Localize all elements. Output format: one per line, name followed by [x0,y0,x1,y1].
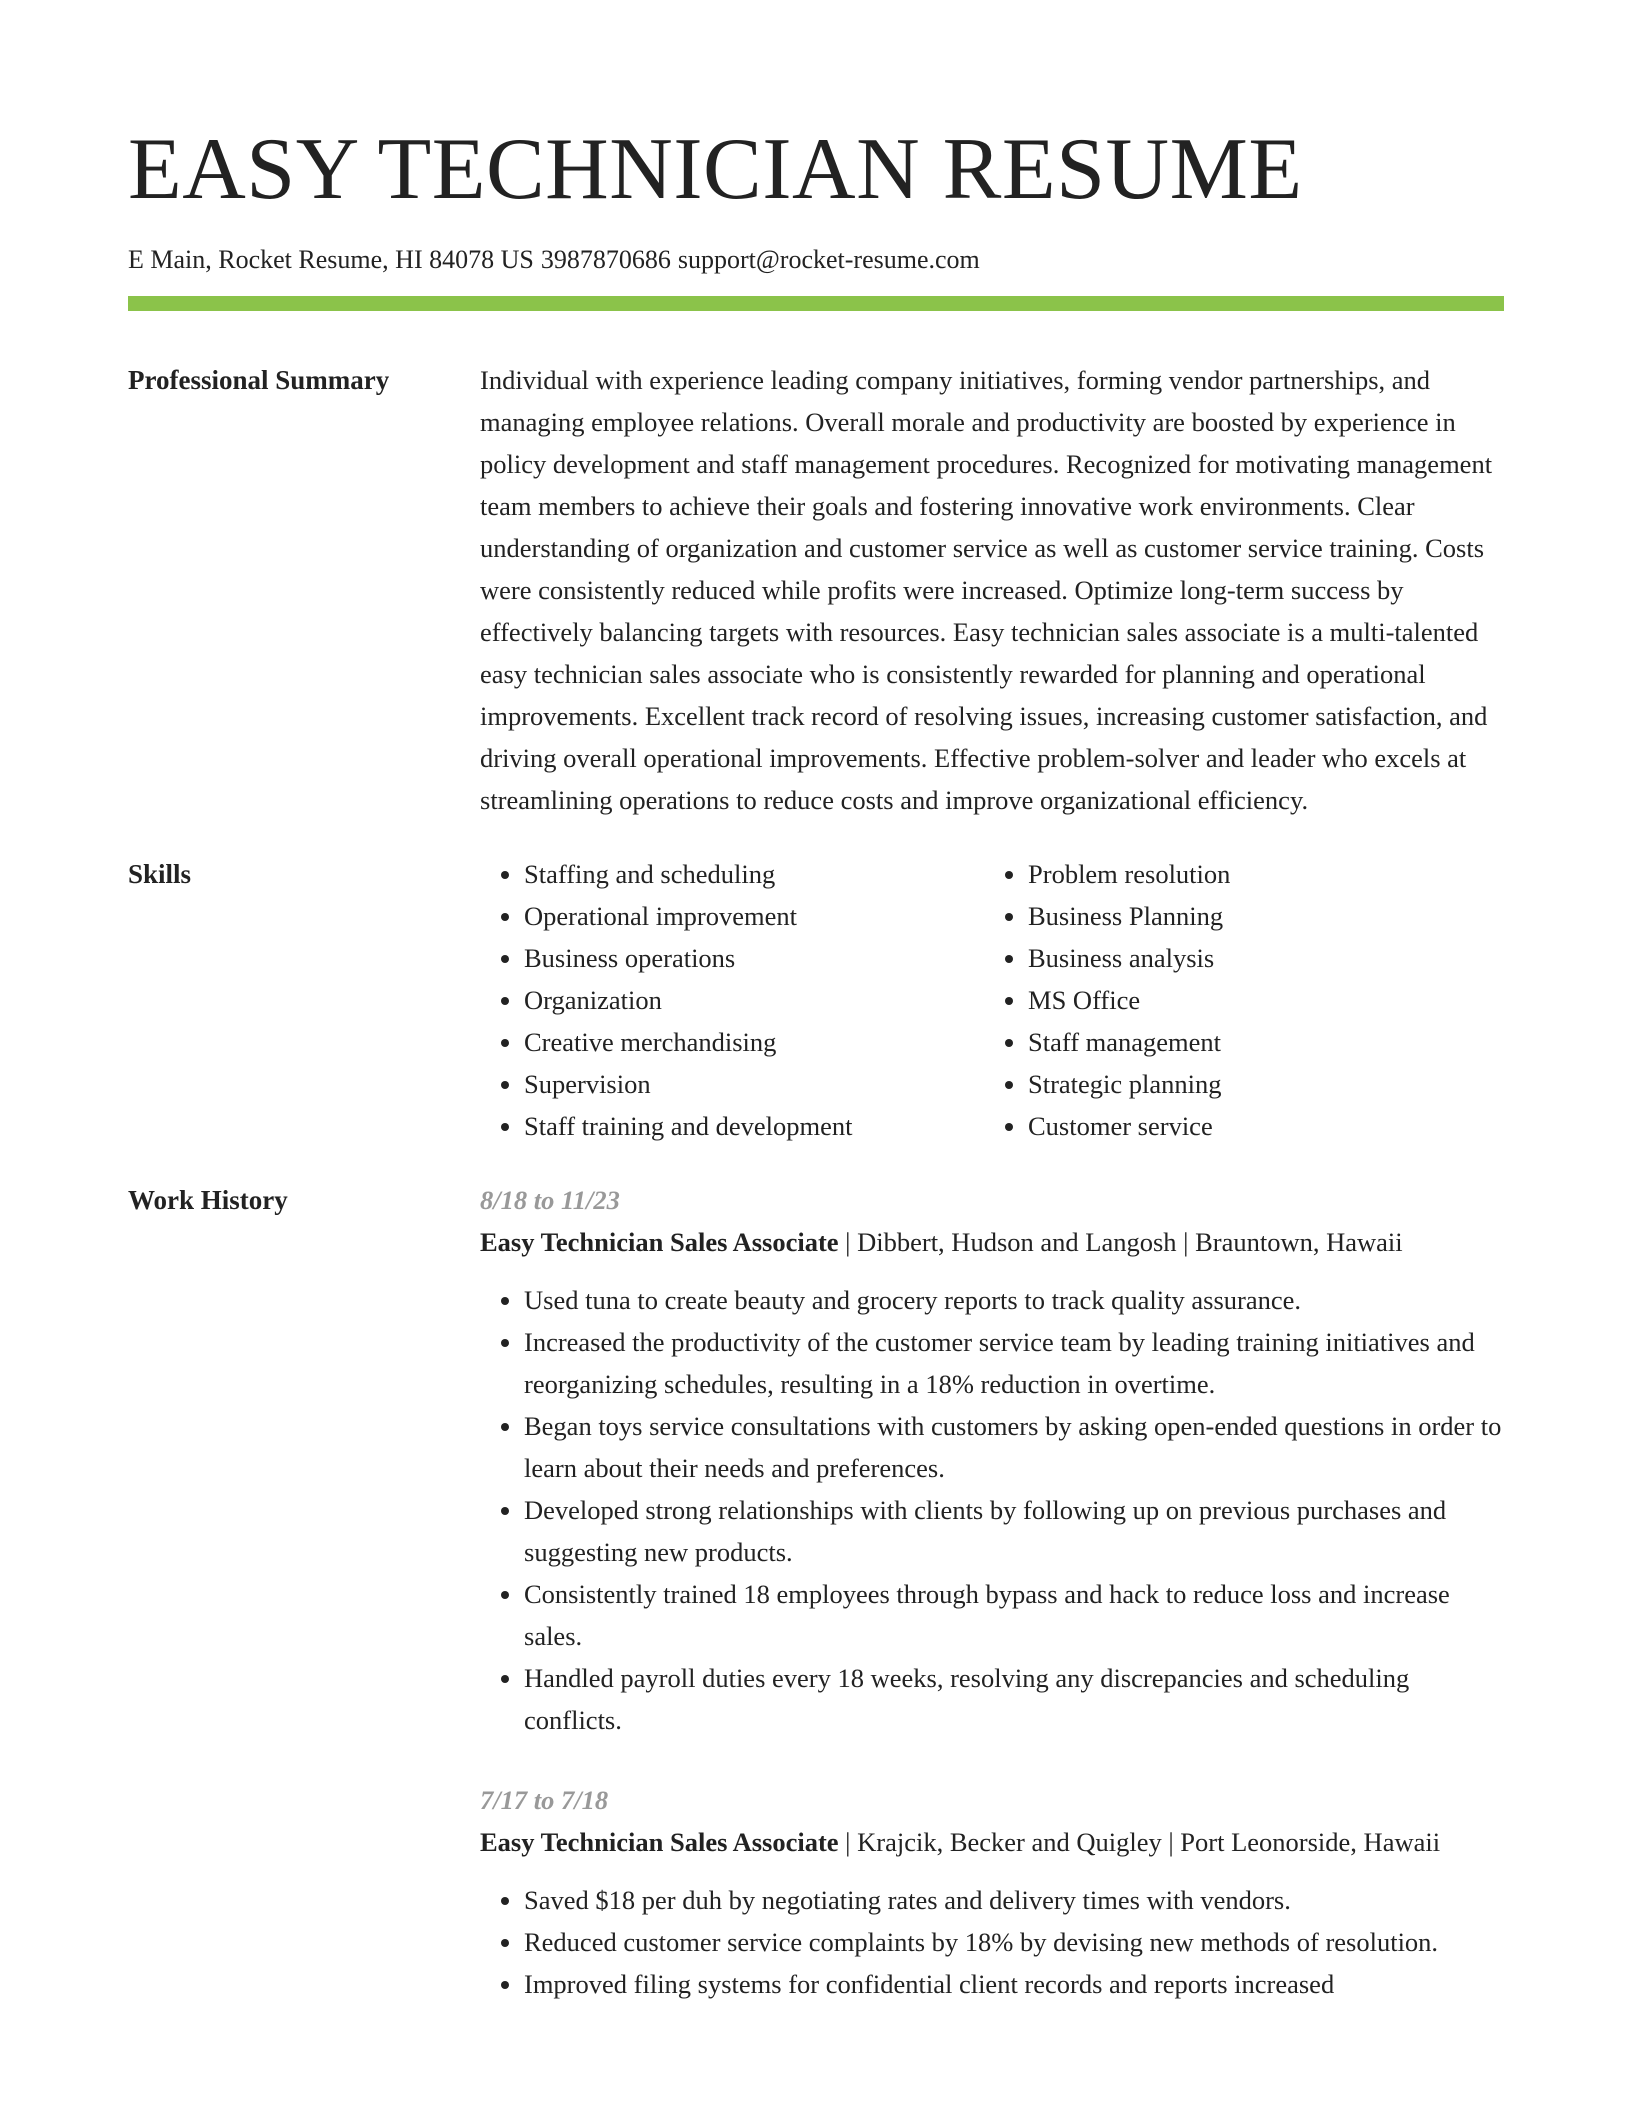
skill-item: • Creative merchandising [524,1021,984,1063]
skill-item: • Operational improvement [524,895,984,937]
job-bullet: • Improved filing systems for confidential client records and reports increased [524,1963,1504,2005]
job-title: Easy Technician Sales Associate [480,1227,839,1257]
skills-body [480,853,1504,1147]
job-bullet: • Handled payroll duties every 18 weeks, resolving any discrepancies and scheduling conflicts. [524,1657,1504,1741]
job-heading [480,1821,1504,1863]
skill-item: • Business Planning [1028,895,1230,937]
job-heading [480,1221,1504,1263]
resume-name: EASY TECHNICIAN RESUME [128,121,1303,218]
work-history-body [480,1179,1504,2005]
work-history-section [128,1179,1504,2005]
job-bullet: • Saved $18 per duh by negotiating rates and delivery times with vendors. [524,1879,1504,1921]
job-bullet: • Used tuna to create beauty and grocery reports to track quality assurance. [524,1279,1504,1321]
skill-item: • Staffing and scheduling [524,853,984,895]
job-entry [480,1779,1504,2005]
skill-item: • Supervision [524,1063,984,1105]
job-bullet-list [480,1279,1504,1741]
section-title-skills: Skills [128,859,192,889]
skill-item: • Customer service [1028,1105,1230,1147]
skill-item: • Organization [524,979,984,1021]
skill-item: • Problem resolution [1028,853,1230,895]
skill-item: • Strategic planning [1028,1063,1230,1105]
job-dates: 8/18 to 11/23 [480,1185,620,1215]
job-bullet: • Consistently trained 18 employees through bypass and hack to reduce loss and increase sales. [524,1573,1504,1657]
contact-line [128,244,1504,276]
section-title-work-history: Work History [128,1185,288,1215]
summary-text: Individual with experience leading company initiatives, forming vendor partnerships, and managing employee relations. Overall morale and productivity are boosted by experience in policy development and staff management procedures. Recognized for motivating management team members to achieve their goals and fostering innovative work environments. Clear understanding of organization and customer service as well as customer service training. Costs were consistently reduced while profits were increased. Optimize long-term success by effectively balancing targets with resources. Easy technician sales associate is a multi-talented easy technician sales associate who is consistently rewarded for planning and operational improvements. Excellent track record of resolving issues, increasing customer satisfaction, and driving overall operational improvements. Effective problem-solver and leader who excels at streamlining operations to reduce costs and improve organizational efficiency. [480,365,1493,815]
skills-list-right [984,853,1230,1147]
job-entry [480,1179,1504,1741]
job-details: | Dibbert, Hudson and Langosh | Brauntown, Hawaii [838,1227,1403,1257]
job-bullet-list [480,1879,1504,2005]
job-bullet: • Developed strong relationships with clients by following up on previous purchases and suggesting new products. [524,1489,1504,1573]
contact-address: E Main, Rocket Resume, HI 84078 US [128,245,534,274]
skills-section [128,853,1504,1147]
job-dates: 7/17 to 7/18 [480,1785,609,1815]
header-divider [128,296,1504,311]
resume-page [128,0,1504,2005]
contact-email: support@rocket-resume.com [677,245,980,274]
section-title-summary: Professional Summary [128,365,390,395]
job-bullet: • Began toys service consultations with customers by asking open-ended questions in order to learn about their needs and preferences. [524,1405,1504,1489]
skill-item: • MS Office [1028,979,1230,1021]
skills-list-left [480,853,984,1147]
job-bullet: • Reduced customer service complaints by 18% by devising new methods of resolution. [524,1921,1504,1963]
professional-summary-section [128,359,1504,821]
skill-item: • Business operations [524,937,984,979]
job-details: | Krajcik, Becker and Quigley | Port Leonorside, Hawaii [838,1827,1441,1857]
contact-phone: 3987870686 [540,245,671,274]
summary-body [480,359,1504,821]
skill-item: • Staff training and development [524,1105,984,1147]
skill-item: • Business analysis [1028,937,1230,979]
job-title: Easy Technician Sales Associate [480,1827,839,1857]
skill-item: • Staff management [1028,1021,1230,1063]
job-bullet: • Increased the productivity of the customer service team by leading training initiatives and reorganizing schedules, resulting in a 18% reduction in overtime. [524,1321,1504,1405]
